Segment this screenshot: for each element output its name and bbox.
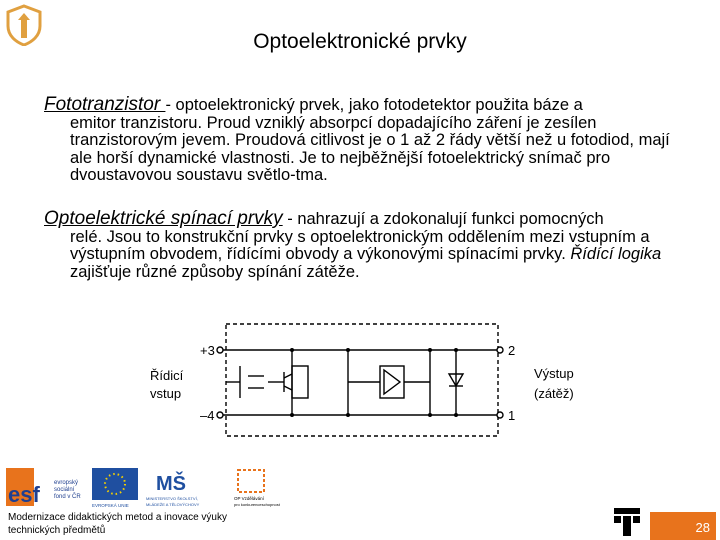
op-vk-logo [234,470,281,507]
term-switching-elements: Optoelektrické spínací prvky [44,208,283,229]
svg-text:pro konkurenceschopnost: pro konkurenceschopnost [234,502,280,507]
paragraph-lead: - optoelektronický prvek, jako fotodetektor použita báze a [165,96,583,114]
funding-logos [6,464,286,510]
page-number: 28 [695,520,710,535]
pin-2-label: 2 [508,343,516,358]
svg-text:MINISTERSTVO ŠKOLSTVÍ,: MINISTERSTVO ŠKOLSTVÍ, [146,496,198,501]
slide-title: Optoelektronické prvky [253,30,467,53]
footer-line-1: Modernizace didaktických metod a inovace výuky [8,512,227,523]
output-label-2: (zátěž) [534,386,574,401]
footer-project-text [8,511,268,537]
page-number-box [650,512,716,540]
paragraph-lead: - nahrazují a zdokonalují funkci pomocných [282,210,604,228]
input-label-1: Řídicí [150,368,184,383]
svg-text:evropský: evropský [54,480,79,486]
svg-text:MŠ: MŠ [156,473,186,495]
package-outline [226,324,498,436]
svg-text:MLÁDEŽE A TĚLOVÝCHOVY: MLÁDEŽE A TĚLOVÝCHOVY [146,502,200,507]
paragraph-switching-elements [44,210,684,281]
control-logic-term: Řídící logika [570,245,662,263]
input-label-2: vstup [150,386,182,401]
svg-text:sociální: sociální [54,487,75,493]
svg-text:esf: esf [8,482,40,507]
svg-text:OP Vzdělávání: OP Vzdělávání [234,496,264,501]
pin-minus4-label: –4 [200,408,215,423]
output-label-1: Výstup [534,366,574,381]
svg-text:EVROPSKÁ UNIE: EVROPSKÁ UNIE [92,503,129,508]
paragraph-phototransistor [44,96,684,185]
eu-flag-logo [92,468,138,508]
footer-line-2: technických předmětů [8,525,106,536]
paragraph-body: emitor tranzistoru. Proud vzniklý absorpcí dopadajícího záření je zesílen tranzistorovým jevem. Proudová citlivost je o 1 až 2 řády větší než u fotodiod, mají ale horší dynamické vlastnosti. Je to nejběžnější fotoelektrický snímač pro dvoustavovou soustavu světlo-tma. [70,113,670,184]
optocoupler-circuit-diagram [140,316,590,440]
term-phototransistor: Fototranzistor [44,94,166,115]
pin-1-label: 1 [508,408,516,423]
svg-text:fond v ČR: fond v ČR [54,494,81,500]
paragraph-body: relé. Jsou to konstrukční prvky s optoelektronickým oddělením mezi vstupním a výstupním obvodem, řídícími obvody a výkonovými spínacími prvky. Řídící logika zajišťuje různé způsoby spínání zátěže. [70,227,662,281]
msmt-logo [146,471,200,507]
esf-logo [6,468,81,507]
pin-plus3-label: +3 [200,343,215,358]
footer-t-logo-icon [614,508,640,536]
